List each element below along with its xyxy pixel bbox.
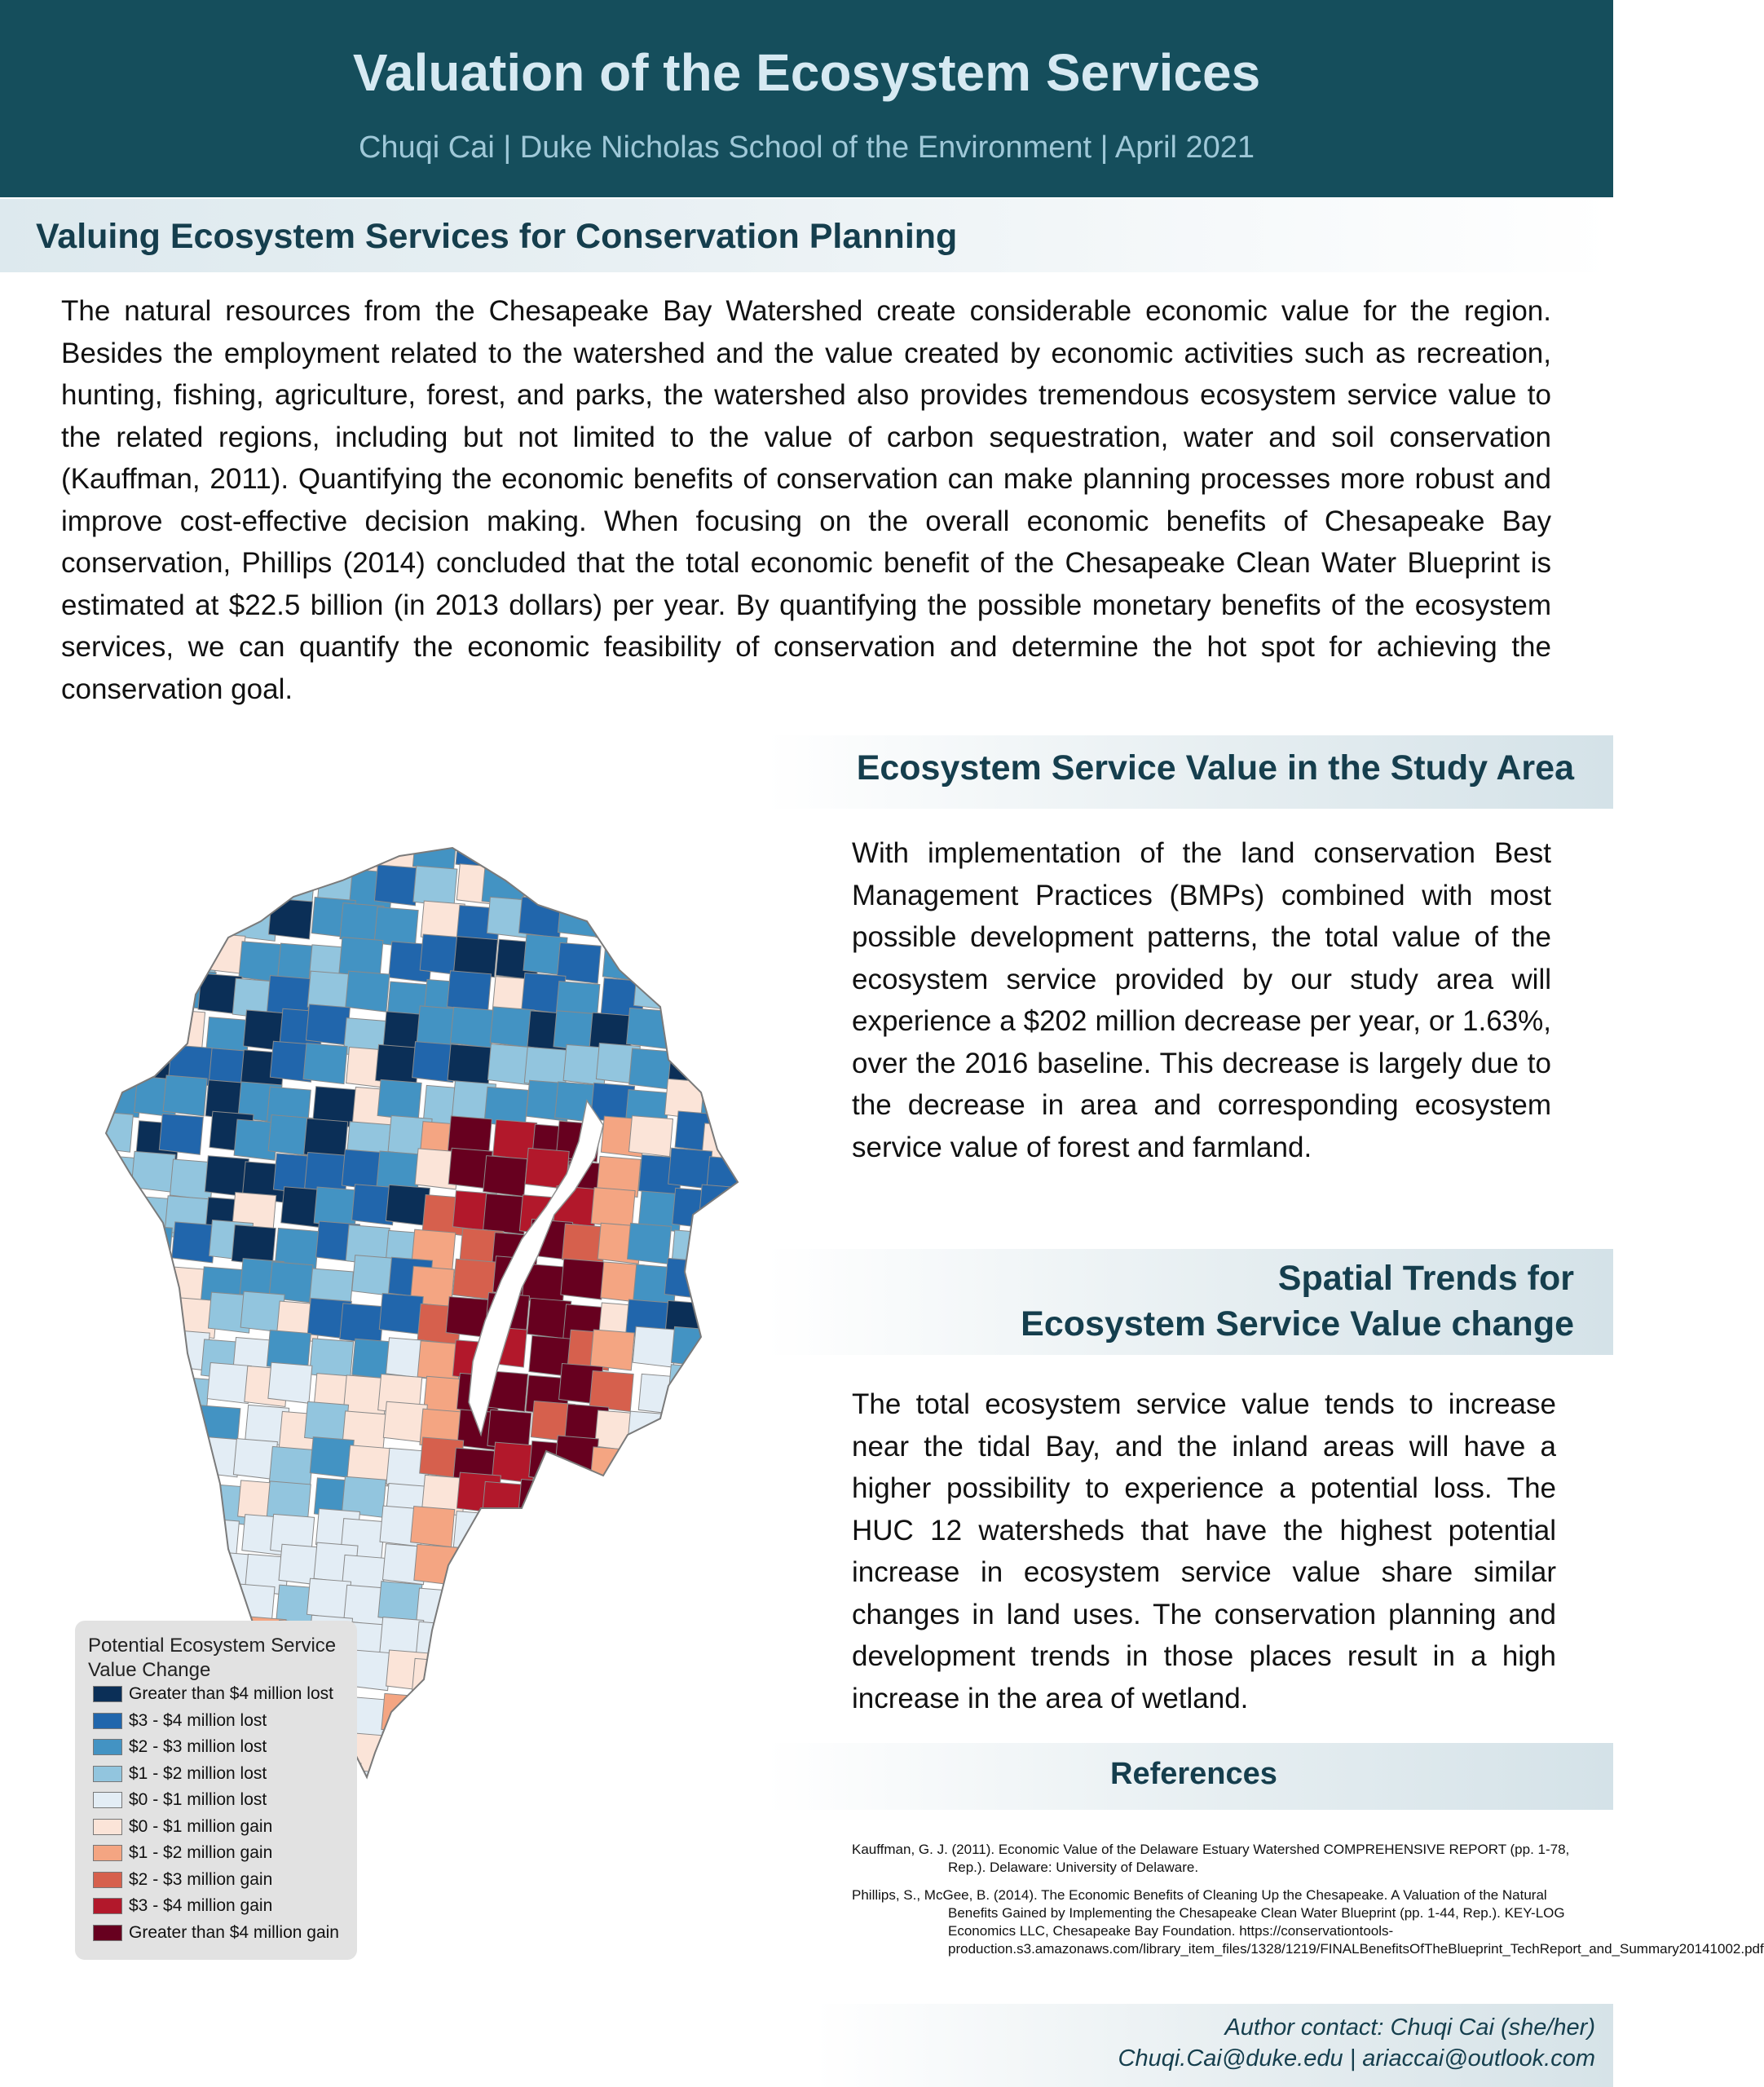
references-title: References (1110, 1757, 1277, 1791)
watershed-polygon (311, 832, 355, 872)
references-list (852, 1841, 1764, 1968)
watershed-polygon (591, 1188, 635, 1229)
watershed-polygon (135, 1332, 179, 1373)
watershed-polygon (663, 1622, 707, 1663)
watershed-polygon (449, 1582, 493, 1623)
watershed-polygon (163, 1075, 207, 1116)
watershed-polygon (637, 1730, 681, 1771)
watershed-polygon (303, 1044, 347, 1084)
watershed-polygon (201, 828, 245, 869)
watershed-polygon (133, 1402, 177, 1443)
watershed-polygon (268, 1362, 312, 1403)
watershed-polygon (734, 973, 778, 1014)
watershed-polygon (378, 1763, 422, 1804)
watershed-polygon (663, 909, 707, 950)
watershed-polygon (744, 1158, 788, 1198)
watershed-polygon (637, 1592, 681, 1633)
watershed-polygon (525, 1586, 569, 1627)
watershed-polygon (589, 1370, 633, 1411)
watershed-polygon (166, 867, 210, 907)
legend-label: $2 - $3 million lost (129, 1737, 267, 1756)
watershed-polygon (101, 1297, 145, 1338)
watershed-polygon (596, 902, 640, 942)
watershed-polygon (711, 1480, 755, 1521)
legend-label: $0 - $1 million lost (129, 1790, 267, 1809)
watershed-polygon (519, 1770, 563, 1811)
watershed-polygon (95, 1257, 139, 1298)
poster-title: Valuation of the Ecosystem Services (352, 43, 1261, 102)
watershed-polygon (560, 873, 604, 914)
watershed-polygon (201, 867, 245, 907)
watershed-polygon (558, 897, 602, 938)
watershed-polygon (563, 1552, 607, 1593)
watershed-polygon (412, 1658, 456, 1699)
watershed-polygon (708, 1802, 752, 1842)
watershed-polygon (527, 1621, 571, 1661)
reference-item: Kauffman, G. J. (2011). Economic Value of the Delaware Estuary Watershed COMPREHENSIVE REPORT (pp. 1-78, Rep.). Delaware: University of Delaware. (852, 1842, 1570, 1875)
watershed-polygon (123, 1439, 167, 1480)
watershed-polygon (668, 1398, 712, 1439)
watershed-polygon (637, 934, 681, 975)
section3-body: The total ecosystem service value tends to increase near the tidal Bay, and the inland areas will have a higher possibility to experience a potential loss. The HUC 12 watersheds that have the highest potential increase in ecosystem service value share similar changes in land uses. The conservation planning and development trends in those places result in a high increase in the area of wetland. (852, 1388, 1556, 1714)
watershed-polygon (555, 1511, 599, 1551)
watershed-polygon (627, 1437, 671, 1478)
watershed-polygon (667, 1580, 711, 1621)
legend-swatch (93, 1713, 122, 1729)
watershed-polygon (709, 1407, 753, 1448)
watershed-polygon (669, 1697, 713, 1737)
watershed-polygon (636, 1480, 680, 1520)
watershed-polygon (135, 908, 179, 949)
watershed-polygon (558, 1758, 602, 1799)
watershed-polygon (668, 1148, 712, 1189)
watershed-polygon (377, 1079, 421, 1120)
watershed-polygon (127, 1265, 171, 1306)
watershed-polygon (635, 1551, 679, 1591)
watershed-polygon (126, 1480, 170, 1521)
legend-label: $2 - $3 million gain (129, 1869, 273, 1889)
watershed-polygon (93, 870, 137, 911)
watershed-polygon (306, 1004, 350, 1045)
watershed-polygon (525, 1546, 569, 1586)
watershed-polygon (629, 1616, 673, 1657)
watershed-polygon (160, 837, 204, 878)
legend-swatch (93, 1845, 122, 1861)
watershed-polygon (701, 1264, 745, 1304)
watershed-polygon (672, 1326, 716, 1367)
watershed-polygon (601, 1796, 645, 1837)
watershed-polygon (668, 1365, 712, 1405)
watershed-polygon (595, 1767, 639, 1808)
section3-title-line1: Spatial Trends for (1277, 1259, 1574, 1298)
watershed-polygon (523, 1797, 567, 1838)
watershed-polygon (424, 1761, 468, 1802)
watershed-polygon (100, 1370, 144, 1411)
watershed-polygon (451, 1007, 495, 1048)
watershed-polygon (596, 1584, 640, 1625)
watershed-polygon (161, 1009, 205, 1050)
watershed-polygon (205, 1156, 249, 1197)
watershed-polygon (590, 1330, 634, 1370)
watershed-polygon (95, 1476, 139, 1516)
watershed-polygon (414, 1544, 458, 1585)
watershed-polygon (638, 864, 682, 905)
watershed-polygon (737, 1520, 781, 1560)
watershed-polygon (561, 1661, 605, 1701)
watershed-polygon (662, 1726, 706, 1767)
legend-label: $0 - $1 million gain (129, 1816, 273, 1836)
watershed-polygon (561, 1731, 605, 1772)
watershed-polygon (675, 1478, 719, 1519)
watershed-polygon (708, 1548, 752, 1589)
section2-title: Ecosystem Service Value in the Study Area (856, 748, 1574, 788)
watershed-polygon (455, 1805, 499, 1846)
watershed-polygon (305, 1401, 349, 1442)
watershed-polygon (88, 896, 132, 937)
watershed-polygon (745, 863, 789, 903)
watershed-polygon (484, 1691, 528, 1732)
watershed-polygon (195, 1518, 239, 1559)
watershed-polygon (240, 825, 284, 866)
watershed-polygon (737, 938, 781, 978)
legend-label: $1 - $2 million gain (129, 1843, 273, 1862)
watershed-polygon (593, 1542, 637, 1582)
watershed-polygon (670, 830, 714, 871)
watershed-polygon (485, 1512, 529, 1553)
watershed-polygon (704, 1697, 748, 1737)
watershed-polygon (675, 977, 719, 1017)
watershed-polygon (524, 862, 568, 902)
watershed-polygon (492, 1651, 536, 1692)
watershed-polygon (527, 1515, 571, 1555)
watershed-polygon (704, 909, 748, 950)
watershed-polygon (565, 1579, 609, 1620)
watershed-polygon (739, 1088, 783, 1128)
watershed-polygon (596, 862, 640, 902)
watershed-polygon (453, 937, 497, 977)
watershed-polygon (89, 1516, 133, 1557)
watershed-polygon (598, 1617, 642, 1658)
watershed-polygon (633, 1326, 677, 1367)
watershed-polygon (591, 1696, 635, 1736)
watershed-polygon (460, 1699, 504, 1740)
watershed-polygon (565, 829, 609, 870)
watershed-polygon (526, 829, 570, 870)
watershed-polygon (125, 1510, 169, 1551)
watershed-polygon (638, 831, 682, 871)
watershed-polygon (92, 968, 136, 1008)
watershed-polygon (130, 1301, 174, 1342)
watershed-polygon (528, 1693, 572, 1734)
watershed-polygon (88, 1584, 132, 1625)
watershed-polygon (411, 1507, 455, 1547)
legend-swatch (93, 1739, 122, 1755)
watershed-polygon (708, 1298, 752, 1339)
section2-body: With implementation of the land conservation Best Management Practices (BMPs) combined with most possible development patterns, the total value of the ecosystem service provided by our study area will experience a $202 million decrease per year, or 1.63%, over the 2016 baseline. This decrease is largely due to the decrease in area and corresponding ecosystem service value of forest and farmland. (852, 837, 1551, 1163)
legend-label: $3 - $4 million gain (129, 1896, 273, 1915)
watershed-polygon (668, 945, 712, 986)
watershed-polygon (735, 1480, 779, 1520)
watershed-polygon (704, 1583, 748, 1624)
legend-label: Greater than $4 million gain (129, 1922, 339, 1942)
watershed-polygon (461, 1627, 505, 1668)
watershed-polygon (707, 826, 751, 867)
watershed-polygon (664, 871, 708, 911)
watershed-polygon (707, 873, 751, 914)
section1-body: The natural resources from the Chesapeake Bay Watershed create considerable economic value for the region. Besides the employment related to the watershed and the value created by economic activities such as recreation, hunting, fishing, agriculture, forest, and parks, the watershed also provides tremendous ecosystem service value to the related regions, including but not limited to the value of carbon sequestration, water and soil conservation (Kauffman, 2011). Quantifying the economic benefits of conservation can make planning processes more robust and improve cost-effective decision making. When focusing on the overall economic benefits of Chesapeake Bay conservation, Phillips (2014) concluded that the total economic benefit of the Chesapeake Clean Water Blueprint is estimated at $22.5 billion (in 2013 dollars) per year. By quantifying the possible monetary benefits of the ecosystem services, we can quantify the economic feasibility of conservation and determine the hot spot for achieving the conservation goal. (61, 295, 1551, 705)
watershed-polygon (483, 1156, 527, 1197)
watershed-polygon (747, 1444, 791, 1485)
watershed-polygon (346, 971, 390, 1012)
watershed-polygon (417, 1722, 461, 1763)
watershed-polygon (664, 1507, 708, 1547)
watershed-polygon (95, 832, 139, 873)
watershed-polygon (590, 1447, 634, 1488)
watershed-polygon (268, 898, 312, 939)
section3-title (1021, 1255, 1574, 1347)
poster-byline: Chuqi Cai | Duke Nicholas School of the Environment | April 2021 (358, 130, 1255, 165)
legend-label: Greater than $4 million lost (129, 1684, 333, 1703)
watershed-polygon (590, 838, 634, 879)
watershed-polygon (704, 1652, 748, 1692)
watershed-polygon (102, 1552, 146, 1593)
watershed-polygon (675, 1769, 719, 1810)
watershed-polygon (638, 1374, 682, 1414)
watershed-polygon (640, 1650, 684, 1691)
legend-swatch (93, 1792, 122, 1808)
watershed-polygon (590, 1507, 634, 1547)
watershed-polygon (234, 871, 278, 911)
watershed-polygon (556, 1794, 600, 1835)
watershed-polygon (377, 1802, 421, 1842)
watershed-polygon (637, 1759, 681, 1800)
watershed-polygon (168, 1519, 212, 1560)
watershed-polygon (132, 1009, 176, 1050)
watershed-polygon (736, 1376, 780, 1417)
reference-item: Phillips, S., McGee, B. (2014). The Economic Benefits of Cleaning Up the Chesapeake. A Valuation of the Natural Benefits Gained by Implementing the Chesapeake Clean Water Blueprint (pp. 1-44, Rep.). KEY-LOG Economics LLC, Chesapeake Bay Foundation. https://conservationtools-production.s3.amazonaws.com/library_item_files/1328/1219/FINALBenefitsOfTheBlueprint_TechReport_and_Summary20141002.pdf (852, 1887, 1764, 1957)
watershed-polygon (747, 1016, 792, 1057)
legend-swatch (93, 1766, 122, 1782)
watershed-polygon (734, 1548, 778, 1589)
watershed-polygon (378, 1582, 422, 1622)
watershed-polygon (707, 1220, 751, 1261)
watershed-polygon (166, 1449, 210, 1489)
watershed-polygon (460, 1724, 504, 1765)
watershed-polygon (305, 1152, 349, 1193)
watershed-polygon (201, 933, 245, 973)
watershed-polygon (737, 1656, 781, 1697)
watershed-polygon (269, 1446, 313, 1487)
watershed-polygon (557, 1471, 601, 1512)
watershed-polygon (744, 1114, 788, 1155)
watershed-polygon (135, 945, 179, 986)
watershed-polygon (739, 910, 783, 951)
watershed-polygon (604, 1480, 648, 1520)
watershed-polygon (737, 1685, 781, 1726)
legend-swatch (93, 1686, 122, 1702)
watershed-polygon (698, 1336, 742, 1377)
watershed-polygon (699, 1508, 743, 1549)
watershed-polygon (496, 831, 540, 871)
watershed-polygon (739, 826, 783, 867)
watershed-polygon (379, 1294, 423, 1335)
watershed-polygon (638, 1693, 682, 1734)
author-contact (1118, 2012, 1595, 2074)
watershed-polygon (417, 1697, 461, 1738)
watershed-polygon (704, 1046, 748, 1087)
watershed-polygon (422, 1798, 466, 1839)
watershed-polygon (561, 1259, 605, 1299)
watershed-polygon (744, 1049, 788, 1090)
watershed-polygon (739, 1187, 783, 1228)
watershed-polygon (166, 1471, 210, 1512)
watershed-polygon (628, 1223, 672, 1264)
watershed-polygon (413, 866, 457, 907)
watershed-polygon (743, 1625, 787, 1666)
watershed-polygon (89, 1111, 133, 1152)
watershed-polygon (703, 1628, 747, 1669)
legend-swatch (93, 1872, 122, 1888)
watershed-polygon (560, 1621, 604, 1661)
watershed-polygon (172, 1222, 216, 1263)
watershed-polygon (666, 1555, 710, 1596)
watershed-polygon (699, 934, 743, 975)
watershed-polygon (460, 1652, 504, 1692)
section1-title: Valuing Ecosystem Services for Conservation Planning (36, 217, 958, 256)
watershed-polygon (171, 1544, 215, 1585)
legend-label: $1 - $2 million lost (129, 1763, 267, 1783)
watershed-polygon (379, 1732, 423, 1772)
watershed-polygon (671, 1017, 715, 1058)
watershed-polygon (629, 1048, 673, 1089)
watershed-polygon (596, 1655, 640, 1696)
watershed-polygon (159, 1114, 203, 1154)
watershed-polygon (98, 1011, 142, 1052)
watershed-polygon (704, 1732, 748, 1773)
watershed-polygon (448, 971, 492, 1012)
watershed-polygon (635, 1794, 679, 1835)
watershed-polygon (596, 1724, 640, 1765)
watershed-polygon (488, 1766, 532, 1807)
watershed-polygon (89, 1340, 133, 1381)
legend-swatch (93, 1819, 122, 1835)
watershed-polygon (699, 1004, 743, 1044)
watershed-polygon (87, 1222, 131, 1263)
watershed-polygon (126, 831, 170, 871)
watershed-polygon (487, 1546, 531, 1587)
watershed-polygon (270, 834, 314, 875)
watershed-polygon (742, 1579, 786, 1620)
map-legend (75, 1621, 357, 1960)
watershed-polygon (91, 1401, 135, 1442)
watershed-polygon (137, 865, 181, 906)
watershed-polygon (742, 1399, 786, 1440)
watershed-polygon (526, 1730, 570, 1771)
legend-swatch (93, 1925, 122, 1941)
watershed-polygon (664, 1794, 708, 1835)
watershed-polygon (567, 1698, 611, 1739)
watershed-polygon (699, 1436, 743, 1477)
watershed-polygon (93, 939, 137, 980)
watershed-polygon (639, 1508, 683, 1549)
watershed-polygon (669, 1652, 713, 1692)
watershed-polygon (90, 1446, 134, 1487)
watershed-polygon (134, 974, 178, 1015)
watershed-polygon (638, 904, 682, 945)
watershed-polygon (671, 1441, 715, 1482)
watershed-polygon (92, 1193, 136, 1233)
watershed-polygon (482, 1798, 526, 1838)
watershed-polygon (628, 1116, 673, 1157)
watershed-polygon (374, 865, 418, 906)
watershed-polygon (340, 1304, 384, 1344)
watershed-polygon (310, 1437, 354, 1478)
watershed-polygon (484, 1730, 528, 1771)
watershed-polygon (699, 1363, 743, 1404)
contact-line1: Author contact: Chuqi Cai (she/her) (1224, 2014, 1595, 2041)
watershed-polygon (166, 897, 210, 938)
watershed-polygon (518, 897, 562, 938)
watershed-polygon (459, 1770, 503, 1811)
legend-label: $3 - $4 million lost (129, 1710, 267, 1730)
watershed-polygon (527, 1661, 571, 1702)
watershed-polygon (448, 1044, 492, 1085)
legend-title: Potential Ecosystem Service Value Change (88, 1635, 337, 1681)
section3-title-line2: Ecosystem Service Value change (1021, 1304, 1574, 1344)
watershed-polygon (483, 1585, 527, 1626)
legend-swatch (93, 1898, 122, 1914)
watershed-polygon (491, 1625, 535, 1666)
watershed-polygon (702, 976, 746, 1017)
watershed-polygon (701, 1758, 745, 1799)
contact-line2: Chuqi.Cai@duke.edu | ariaccai@outlook.com (1118, 2045, 1595, 2072)
watershed-polygon (456, 1548, 501, 1589)
watershed-polygon (134, 1542, 178, 1582)
header-banner (0, 0, 1613, 197)
watershed-polygon (127, 1371, 171, 1412)
watershed-polygon (310, 1339, 354, 1379)
